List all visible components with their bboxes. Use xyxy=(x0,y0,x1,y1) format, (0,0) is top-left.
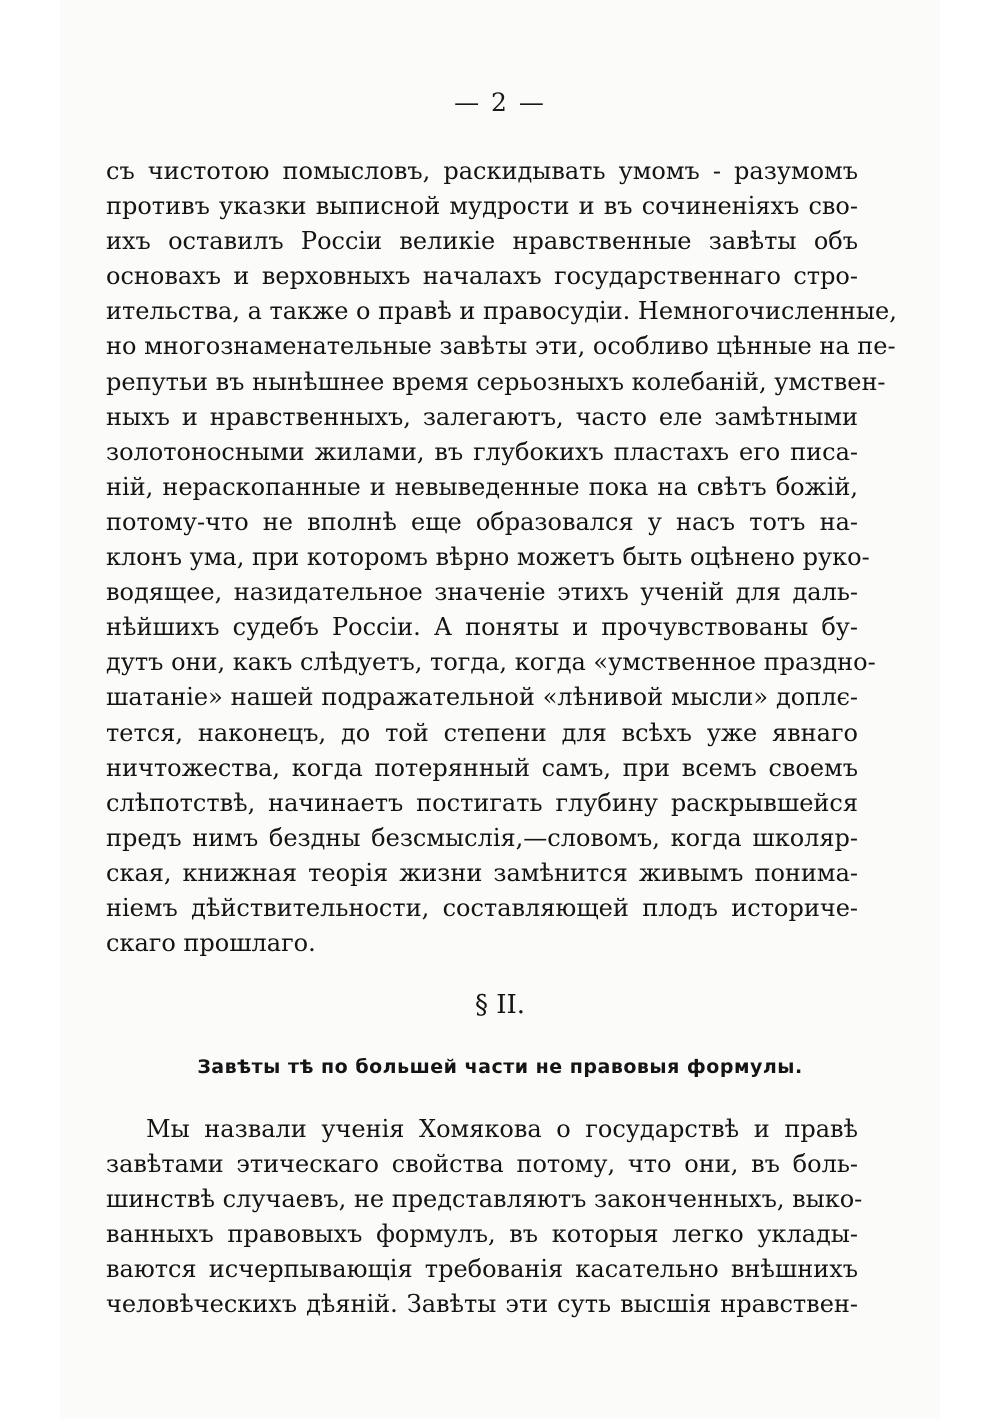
text-line: ваются исчерпывающія требованія касательно внѣшнихъ xyxy=(106,1255,858,1284)
text-line: ванныхъ правовыхъ формулъ, въ которыя легко уклады- xyxy=(106,1220,858,1249)
text-line: слѣпотствѣ, начинаетъ постигать глубину раскрывшейся xyxy=(106,788,858,817)
text-line: потому-что не вполнѣ еще образовался у насъ тотъ на- xyxy=(106,507,858,536)
text-line-content: Мы назвали ученія Хомякова о государствѣ и правѣ xyxy=(146,1115,858,1143)
text-line: шинствѣ случаевъ, не представляютъ законченныхъ, выко- xyxy=(106,1185,863,1214)
section-heading: Завѣты тѣ по большей части не правовыя формулы. xyxy=(197,1056,803,1078)
text-line: человѣческихъ дѣяній. Завѣты эти суть высшія нравствен- xyxy=(106,1290,858,1319)
page-number: — 2 — xyxy=(454,88,546,117)
text-line: ничтожества, когда потерянный самъ, при всемъ своемъ xyxy=(106,753,858,782)
text-line: ніемъ дѣйствительности, составляющей плодъ историче- xyxy=(106,893,858,922)
text-line: репутьи въ нынѣшнее время серьозныхъ колебаній, умствен- xyxy=(106,367,886,396)
text-line: ныхъ и нравственныхъ, залегаютъ, часто еле замѣтными xyxy=(106,402,858,431)
text-line: но многознаменательные завѣты эти, особливо цѣнные на пе- xyxy=(106,332,896,361)
text-line: ительства, а также о правѣ и правосудіи. Немногочисленные, xyxy=(106,297,897,326)
text-line: клонъ ума, при которомъ вѣрно можетъ быть оцѣнено руко- xyxy=(106,543,870,572)
text-line-first xyxy=(106,1112,858,1147)
paragraph-1 xyxy=(106,154,897,961)
text-line: нѣйшихъ судебъ Россіи. А поняты и прочувствованы бу- xyxy=(106,613,858,642)
text-line: противъ указки выписной мудрости и въ сочиненіяхъ сво- xyxy=(106,192,858,221)
text-line: завѣтами этическаго свойства потому, что они, въ боль- xyxy=(106,1150,858,1179)
text-line: основахъ и верховныхъ началахъ государственнаго стро- xyxy=(106,262,858,291)
text-line: шатаніе» нашей подражательной «лѣнивой мысли» доплє- xyxy=(106,683,858,712)
section-number: § II. xyxy=(474,990,526,1020)
text-line: дутъ они, какъ слѣдуетъ, тогда, когда «умственное праздно- xyxy=(106,648,876,677)
text-line: золотоносными жилами, въ глубокихъ пластахъ его писа- xyxy=(106,437,858,466)
text-line: ній, нераскопанные и невыведенные пока на свѣтъ божій, xyxy=(106,472,858,501)
text-line: скаго прошлаго. xyxy=(106,929,316,958)
text-line: предъ нимъ бездны безсмыслія,—словомъ, когда школяр- xyxy=(106,823,858,852)
text-line: тется, наконецъ, до той степени для всѣхъ уже явнаго xyxy=(106,718,858,747)
paragraph-2 xyxy=(106,1112,863,1323)
text-line: ская, книжная теорія жизни замѣнится живымъ понима- xyxy=(106,858,858,887)
text-line: съ чистотою помысловъ, раскидывать умомъ - разумомъ xyxy=(106,157,858,185)
text-line: ихъ оставилъ Россіи великіе нравственные завѣты объ xyxy=(106,227,858,256)
text-line: водящее, назидательное значеніе этихъ ученій для даль- xyxy=(106,578,858,607)
